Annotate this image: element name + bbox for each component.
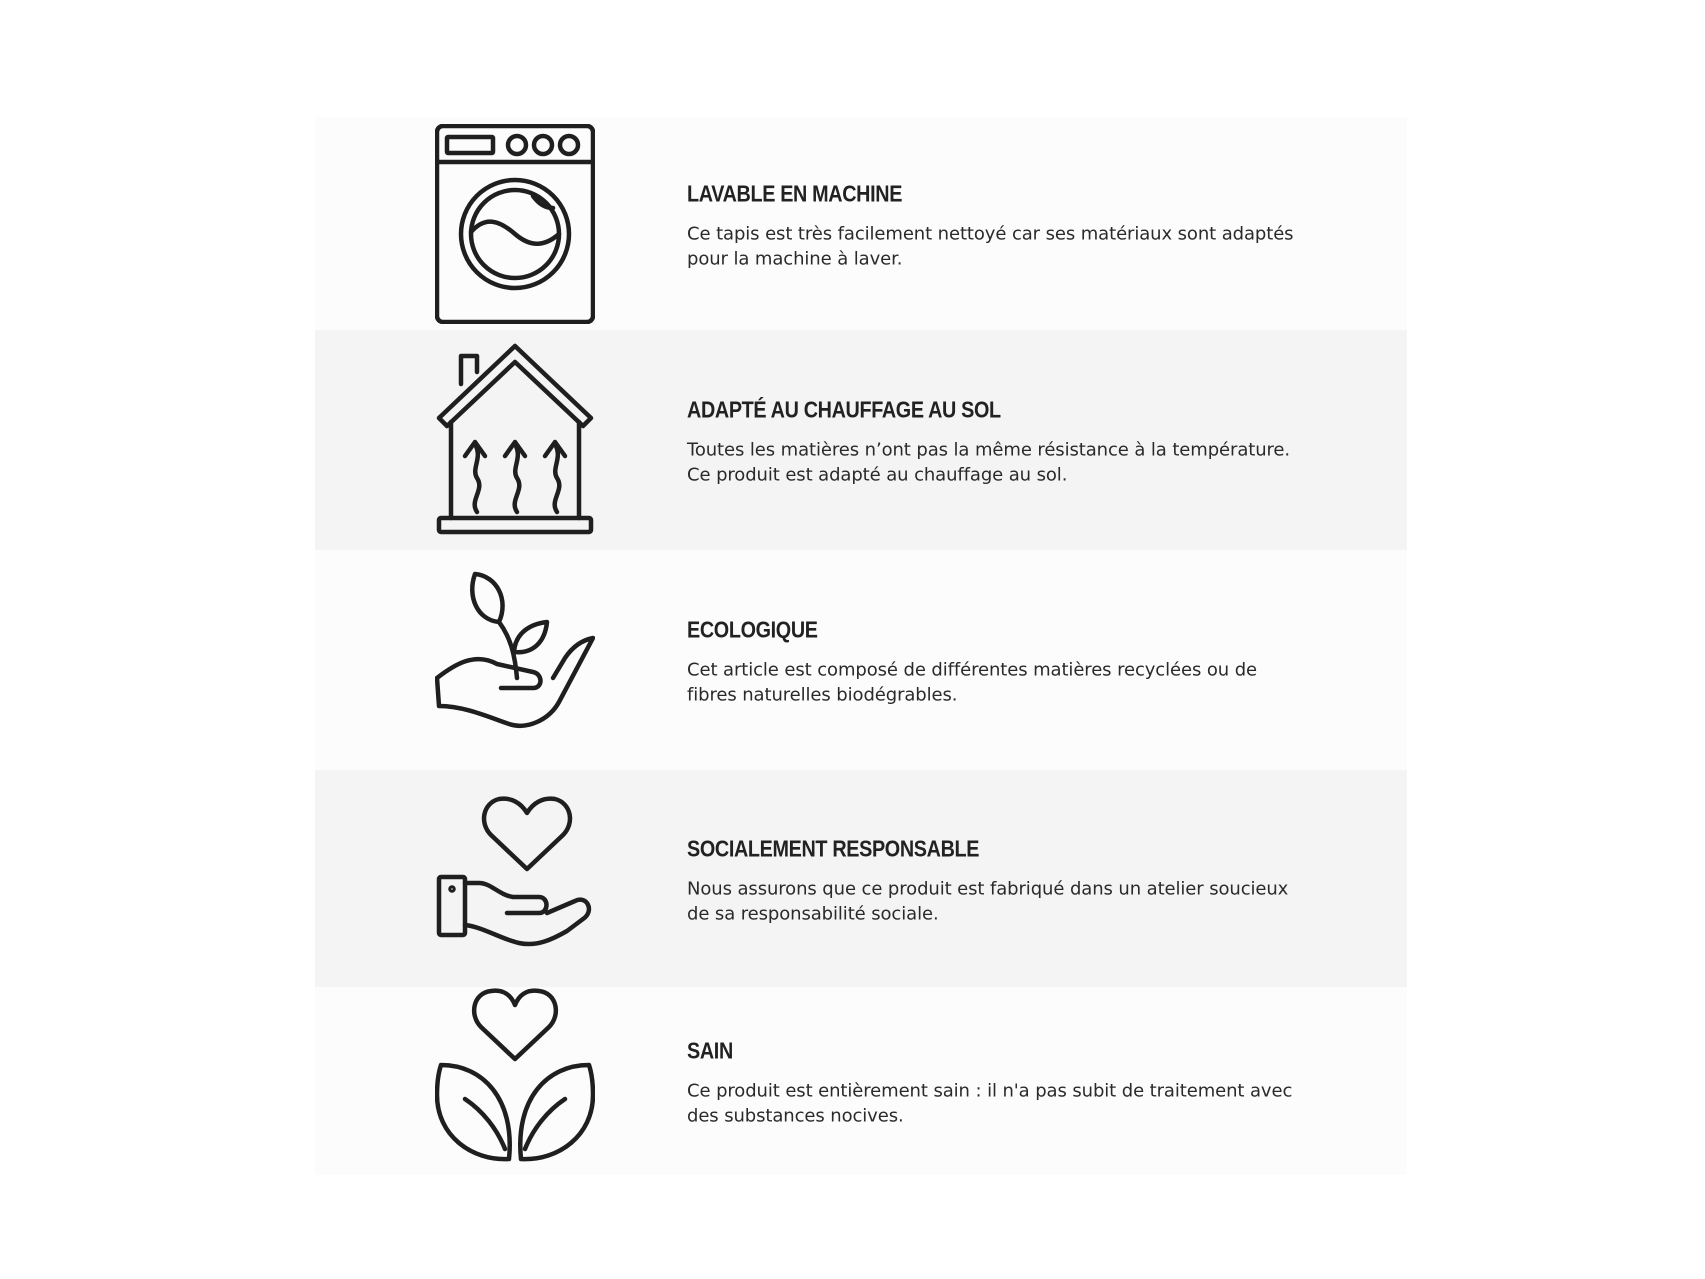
heart-in-hand-icon [435, 779, 595, 979]
feature-description: Ce tapis est très facilement nettoyé car ses matériaux sont adaptés pour la machine à laver. [687, 223, 1294, 269]
washing-machine-icon [435, 124, 595, 324]
heated-house-icon [435, 340, 595, 540]
features-list [315, 117, 1407, 1175]
feature-ecological [315, 550, 1407, 770]
feature-description: Ce produit est entièrement sain : il n'a pas subit de traitement avec des substances nocives. [687, 1080, 1293, 1127]
feature-description: Toutes les matières n’ont pas la même résistance à la température. Ce produit est adapté au chauffage au sol. [687, 439, 1291, 486]
feature-title: ECOLOGIQUE [687, 616, 818, 643]
feature-title: SAIN [687, 1037, 733, 1064]
heart-leaves-icon [435, 981, 595, 1181]
feature-text [687, 835, 1307, 926]
feature-text [687, 180, 1307, 271]
feature-text [687, 617, 1307, 708]
feature-machine-washable [315, 117, 1407, 330]
feature-underfloor-heating [315, 330, 1407, 550]
feature-title: ADAPTÉ AU CHAUFFAGE AU SOL [687, 396, 1001, 423]
feature-description: Cet article est composé de différentes matières recyclées ou de fibres naturelles biodégrables. [687, 659, 1257, 706]
plant-in-hand-icon [435, 560, 595, 760]
feature-socially-responsible [315, 770, 1407, 987]
feature-description: Nous assurons que ce produit est fabriqué dans un atelier soucieux de sa responsabilité sociale. [687, 878, 1289, 924]
feature-text [687, 1038, 1307, 1129]
feature-text [687, 397, 1307, 488]
feature-title: SOCIALEMENT RESPONSABLE [687, 835, 980, 861]
feature-title: LAVABLE EN MACHINE [687, 180, 903, 206]
feature-healthy [315, 987, 1407, 1175]
